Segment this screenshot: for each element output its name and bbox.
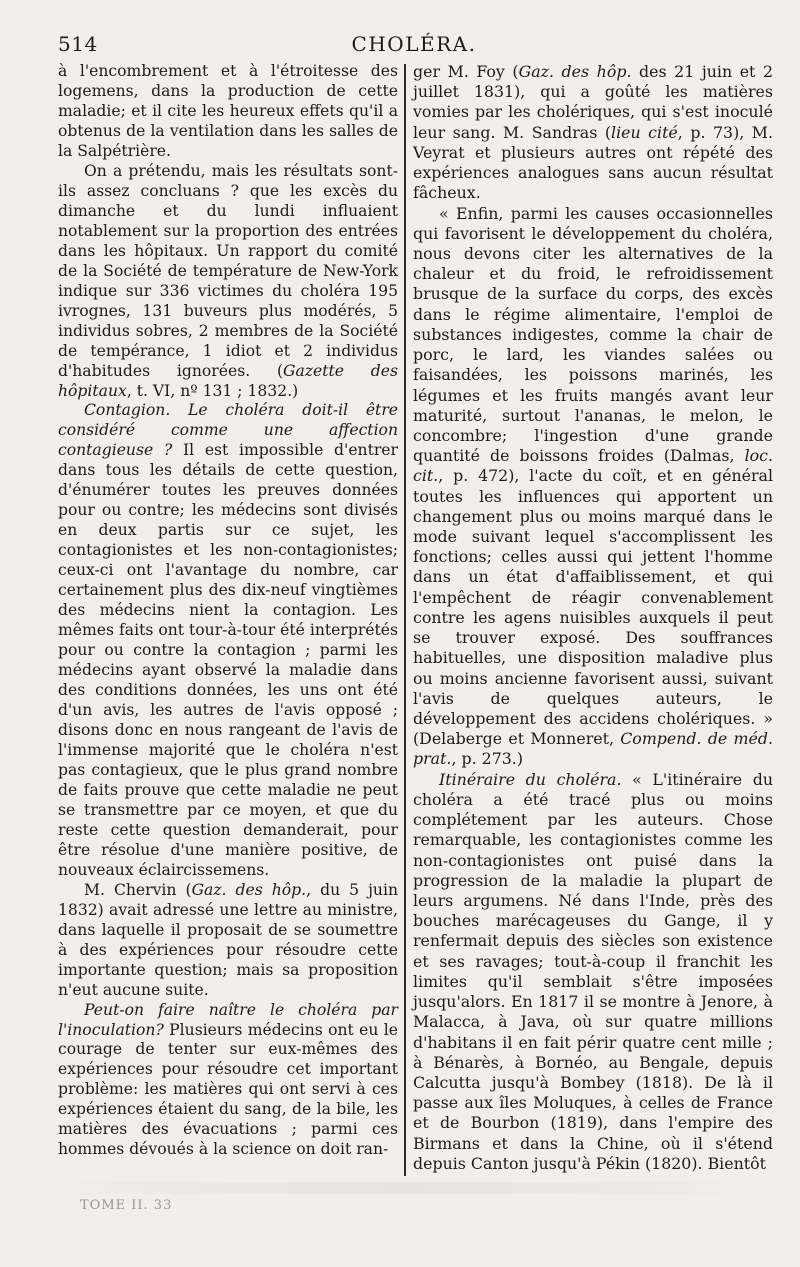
running-title: CHOLÉRA. [351, 32, 477, 56]
text-run: Plusieurs médecins ont eu le courage de tenter sur eux-mêmes des expériences pour résoudre cet important problème: les matières qui ont servi à ces expériences étaient du sang, de la bile, les matières des évacuations ; parmi ces hommes dévoués à la science on doit ran- [58, 1020, 398, 1159]
italic-text: Gazette des hôpitaux [58, 361, 398, 400]
italic-text: Peut-on faire naître le choléra par l'inoculation? [58, 1000, 398, 1039]
right-column [413, 62, 773, 1174]
paragraph [58, 401, 398, 880]
paragraph [58, 162, 398, 402]
italic-text: Gaz. des hôp. [518, 62, 632, 81]
text-run: ger M. Foy ( [413, 62, 519, 81]
paragraph [413, 770, 773, 1174]
paragraph [413, 62, 773, 204]
italic-text: lieu cité [611, 122, 678, 142]
paragraph [58, 1001, 398, 1161]
text-run: , p. 73), M. Veyrat et plusieurs autres ont répété des expériences analogues sans aucun résultat fâcheux. [413, 122, 773, 203]
text-run: , du 5 juin 1832) avait adressé une lettre au ministre, dans laquelle il proposait de se soumettre à des expériences pour résoudre cette importante question; mais sa proposition n'eut aucune suite. [58, 880, 399, 999]
paragraph [58, 62, 398, 162]
show-through-shadow [30, 1182, 770, 1194]
text-run: à l'encombrement et à l'étroitesse des logemens, dans la production de cette maladie; et il cite les heureux effets qu'il a obtenus de la ventilation dans les salles de la Salpétrière. [58, 62, 398, 160]
page-number: 514 [58, 32, 98, 56]
text-run: On a prétendu, mais les résultats sont-ils assez concluans ? que les excès du dimanche et du lundi influaient notablement sur la proportion des entrées dans les hôpitaux. Un rapport du comité de la Société de température de New-York indique sur 336 victimes du choléra 195 ivrognes, 131 buveurs plus modérés, 5 individus sobres, 2 membres de la Société de tempérance, 1 idiot et 2 individus d'habitudes ignorées. ( [58, 161, 398, 380]
italic-text: Itinéraire du choléra. [439, 769, 622, 789]
text-run: , p. 472), l'acte du coït, et en général toutes les influences qui apportent un changement plus ou moins marqué dans le mode suivant lequel s'accomplissent les fonctions; celles aussi qui jettent l'homme dans un état d'affaiblissement, et qui l'empêchent de réagir convenablement contre les agens nuisibles auxquels il peut se trouver exposé. Des souffrances habituelles, une disposition maladive plus ou moins ancienne favorisent aussi, suivant l'avis de quelques auteurs, le développement des accidens cholériques. » (Delaberge et Monneret, [413, 466, 773, 749]
page-header [58, 30, 770, 58]
italic-text: Contagion. Le choléra doit-il être considéré comme une affection contagieuse ? [58, 401, 398, 460]
text-run: Il est impossible d'entrer dans tous les détails de cette question, d'énumérer toutes les preuves données pour ou contre; les médecins sont divisés en deux partis sur ce sujet, les contagionistes et les non-contagionistes; ceux-ci ont l'avantage du nombre, car certainement plus des dix-neuf vingtièmes des médecins nient la contagion. Les mêmes faits ont tour-à-tour été interprétés pour ou contre la contagion ; parmi les médecins ayant observé la maladie dans des conditions données, les uns ont été d'un avis, les autres de l'avis opposé ; disons donc en nous rangeant de l'avis de l'immense majorité que le choléra n'est pas contagieux, que le plus grand nombre de faits prouve que cette maladie ne peut se transmettre par ce moyen, et que du reste cette question demanderait, pour être résolue d'une manière positive, de nouveaux éclaircissemens. [58, 441, 398, 879]
text-run: « L'itinéraire du choléra a été tracé plus ou moins complétement par les auteurs. Chose remarquable, les contagionistes comme les non-contagionistes ont puisé dans la progression de la maladie la plupart de leurs argumens. Né dans l'Inde, près des bouches marécageuses du Gange, il y renfermait depuis des siècles son existence et ses ravages; tout-à-coup il franchit les limites qu'il semblait s'être imposées jusqu'alors. En 1817 il se montre à Jenore, à Malacca, à Java, où sur quatre millions d'habitans il en fait périr quatre cent mille ; à Bénarès, à Bornéo, au Bengale, depuis Calcutta jusqu'à Bombey (1818). De là il passe aux îles Moluques, à celles de France et de Bourbon (1819), dans l'empire des Birmans et dans la Chine, où il s'étend depuis Canton jusqu'à Pékin (1820). Bientôt [413, 769, 773, 1173]
left-column [58, 62, 398, 1160]
column-divider [404, 64, 406, 1176]
signature-mark: TOME II. 33 [80, 1198, 173, 1213]
italic-text: loc. cit. [413, 446, 773, 486]
italic-text: Gaz. des hôp. [191, 880, 307, 899]
paragraph [413, 204, 773, 770]
text-run: M. Chervin ( [84, 880, 192, 899]
paragraph [58, 881, 398, 1001]
text-run: , t. VI, nº 131 ; 1832.) [126, 381, 299, 400]
italic-text: Compend. de méd. prat. [413, 729, 773, 769]
text-run: « Enfin, parmi les causes occasionnelles qui favorisent le développement du choléra, nous devons citer les alternatives de la chaleur et du froid, le refroidissement brusque de la surface du corps, des excès dans le régime alimentaire, l'emploi de substances indigestes, comme la chair de porc, le lard, les viandes salées ou faisandées, les poissons marinés, les légumes et les fruits mangés avant leur maturité, surtout l'ananas, le melon, le concombre; l'ingestion d'une grande quantité de boissons froides (Dalmas, [413, 203, 773, 466]
text-run: , p. 273.) [451, 749, 523, 769]
text-run: des 21 juin et 2 juillet 1831), qui a goûté les matières vomies par les cholériques, qui s'est inoculé leur sang. M. Sandras ( [413, 62, 773, 142]
